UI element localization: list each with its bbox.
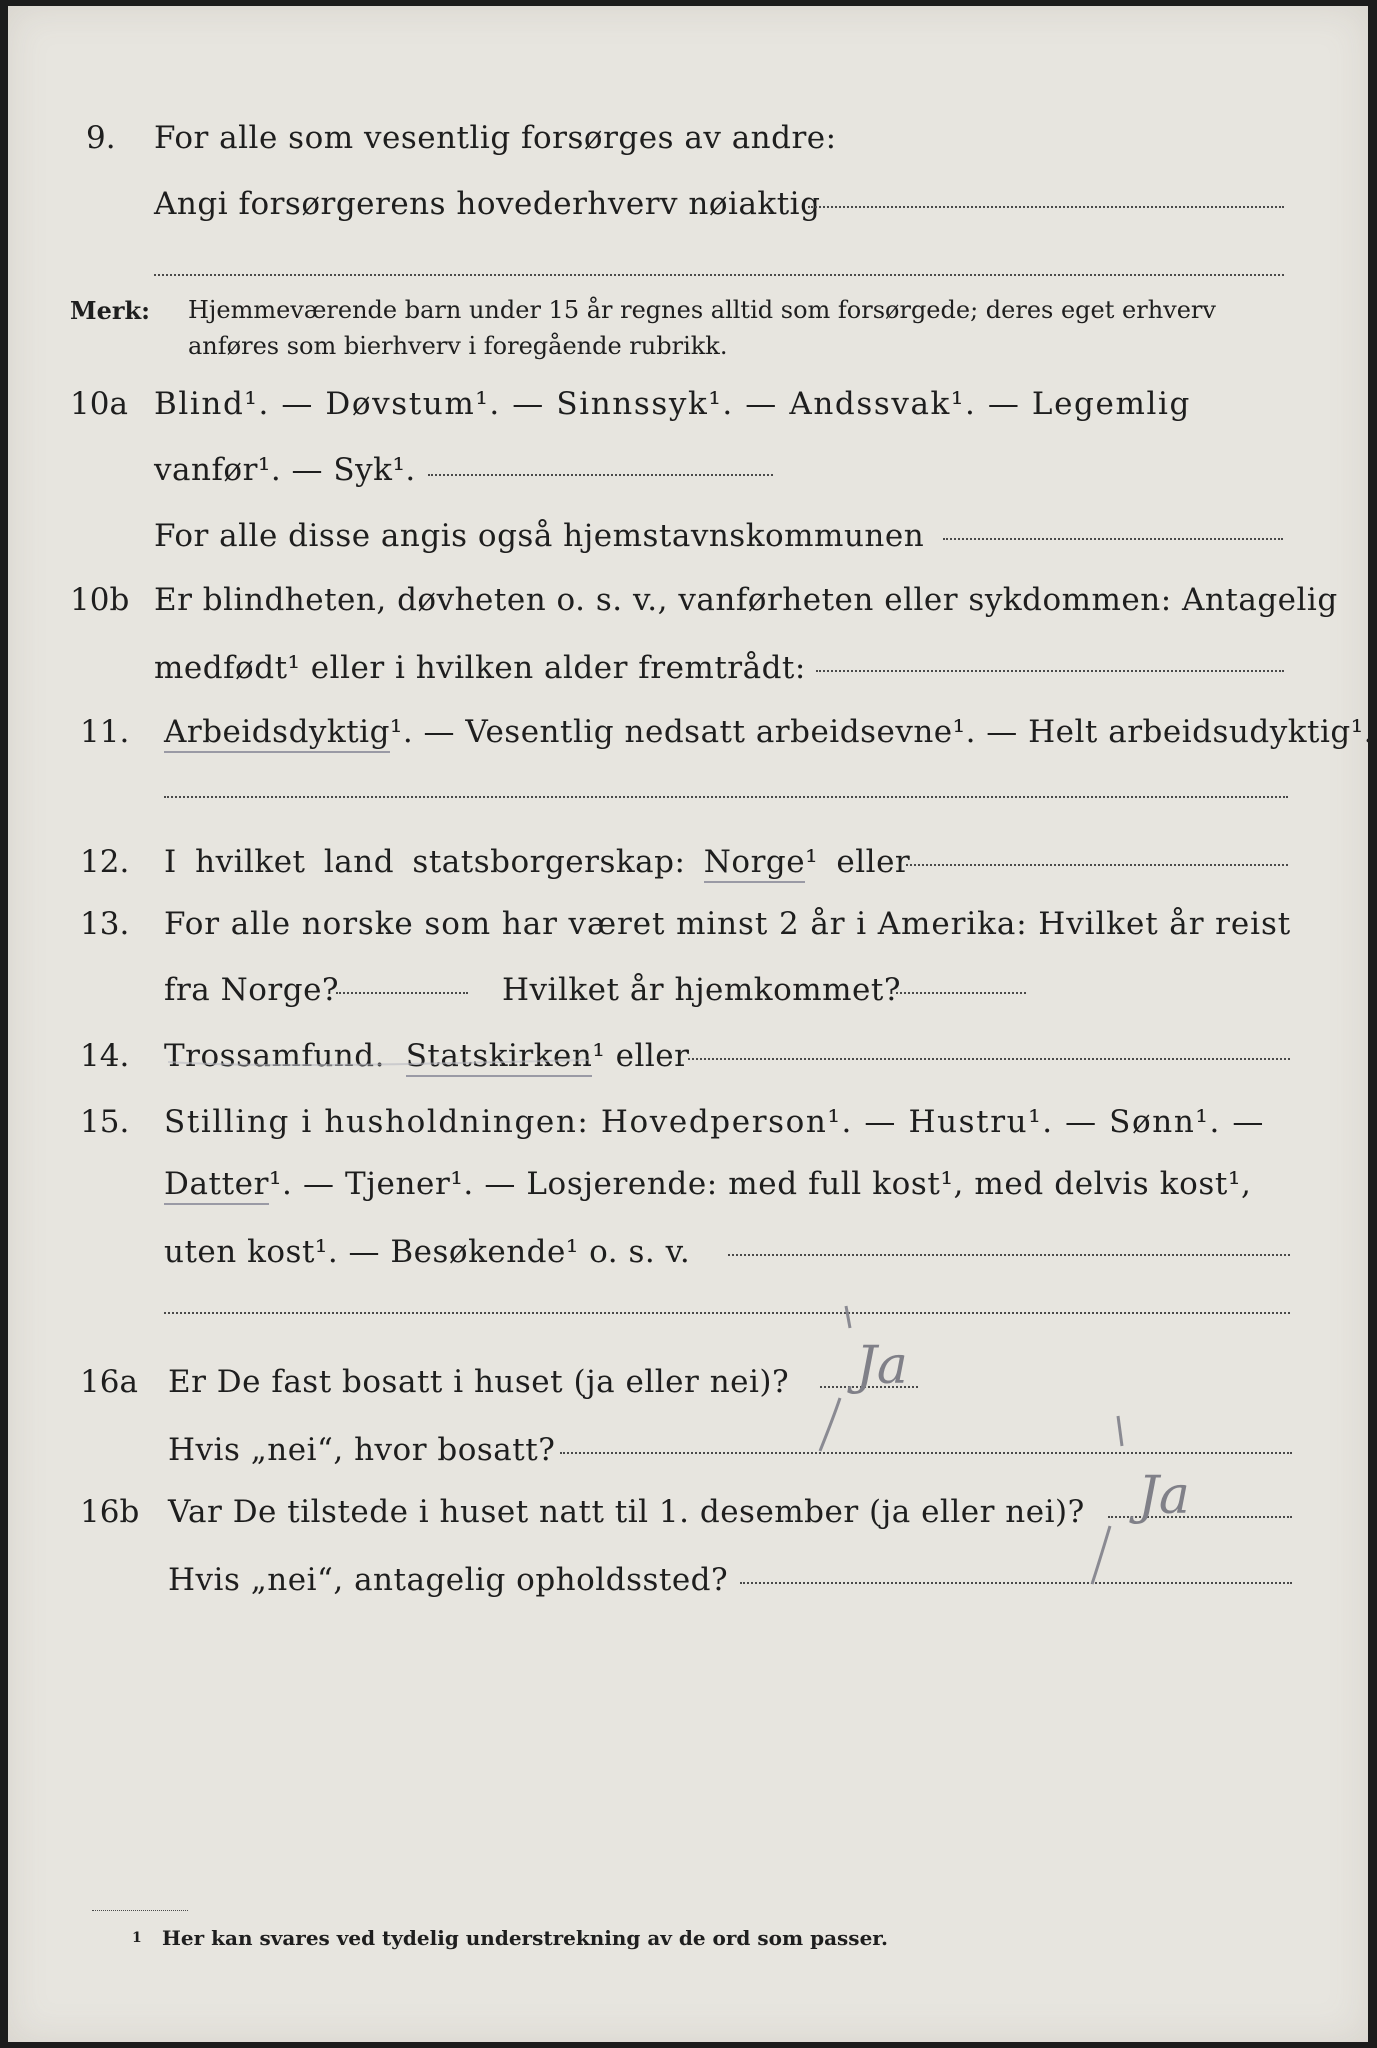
q10a-line2: vanfør¹. — Syk¹. (154, 452, 416, 488)
q10a-line1: Blind¹. — Døvstum¹. — Sinnssyk¹. — Andssvak¹. — Legemlig (154, 386, 1191, 422)
pencil-slash-16b (1092, 1526, 1110, 1584)
q16b-handwritten-answer: Ja (1138, 1466, 1190, 1526)
merk-line1: Hjemmeværende barn under 15 år regnes alltid som forsørgede; deres eget erhverv (188, 296, 1216, 324)
q16a-line1: Er De fast bosatt i huset (ja eller nei)? (168, 1364, 790, 1400)
footnote-text: Her kan svares ved tydelig understrekning av de ord som passer. (162, 1926, 888, 1950)
q9-line2: Angi forsørgerens hovederhverv nøiaktig (154, 186, 821, 222)
q10a-number: 10a (70, 386, 128, 422)
q14-suffix: ¹ eller (592, 1038, 690, 1074)
faint-mark-14 (168, 1060, 588, 1065)
census-form-page (8, 6, 1375, 2042)
footnote-marker: 1 (132, 1930, 142, 1946)
pencil-slash-16a (820, 1398, 840, 1451)
q11-options-rest: ¹. — Vesentlig nedsatt arbeidsevne¹. — Helt arbeidsudyktig¹. (389, 714, 1375, 750)
q14-option-statskirken[interactable]: Statskirken (406, 1038, 593, 1077)
q10a-line3: For alle disse angis også hjemstavnskommunen (154, 518, 925, 554)
q10b-line1: Er blindheten, døvheten o. s. v., vanførheten eller sykdommen: Antagelig (154, 582, 1338, 618)
q13-line1: For alle norske som har været minst 2 år i Amerika: Hvilket år reist (164, 906, 1292, 942)
q11-option-arbeidsdyktig[interactable]: Arbeidsdyktig (164, 714, 390, 753)
q16b-line2: Hvis „nei“, antagelig opholdssted? (168, 1562, 729, 1598)
q16a-line2: Hvis „nei“, hvor bosatt? (168, 1432, 556, 1468)
q13-line2b: Hvilket år hjemkommet? (502, 972, 901, 1008)
q12-prefix: I hvilket land statsborgerskap: (164, 844, 686, 880)
q15-line3: uten kost¹. — Besøkende¹ o. s. v. (164, 1234, 691, 1270)
pencil-tick-16b (1118, 1416, 1122, 1446)
merk-line2: anføres som bierhverv i foregående rubrikk. (188, 332, 728, 360)
q16a-handwritten-answer: Ja (856, 1336, 908, 1396)
q15-line2-rest: ¹. — Tjener¹. — Losjerende: med full kost¹, med delvis kost¹, (269, 1166, 1252, 1202)
q10b-line2: medfødt¹ eller i hvilken alder fremtrådt: (154, 650, 806, 686)
q13-number: 13. (80, 906, 130, 942)
merk-label: Merk: (70, 296, 150, 325)
q16b-line1: Var De tilstede i huset natt til 1. desember (ja eller nei)? (168, 1494, 1085, 1530)
q15-number: 15. (80, 1104, 130, 1140)
q15-option-datter[interactable]: Datter (164, 1166, 269, 1205)
q9-line1: For alle som vesentlig forsørges av andre: (154, 120, 837, 156)
q12-number: 12. (80, 844, 130, 880)
q14-number: 14. (80, 1038, 130, 1074)
q10b-number: 10b (70, 582, 130, 618)
q12-option-norge[interactable]: Norge (704, 844, 805, 883)
q14-prefix: Trossamfund. (164, 1038, 385, 1074)
q12-suffix: ¹ eller (805, 844, 911, 880)
q13-line2a: fra Norge? (164, 972, 340, 1008)
q9-number: 9. (86, 120, 116, 156)
q15-line1: Stilling i husholdningen: Hovedperson¹. — Hustru¹. — Sønn¹. — (164, 1104, 1265, 1140)
pencil-tick-16a (846, 1306, 850, 1328)
handwritten-strokes (8, 6, 1368, 2042)
q16a-number: 16a (80, 1364, 138, 1400)
q11-number: 11. (80, 714, 130, 750)
q16b-number: 16b (80, 1494, 140, 1530)
